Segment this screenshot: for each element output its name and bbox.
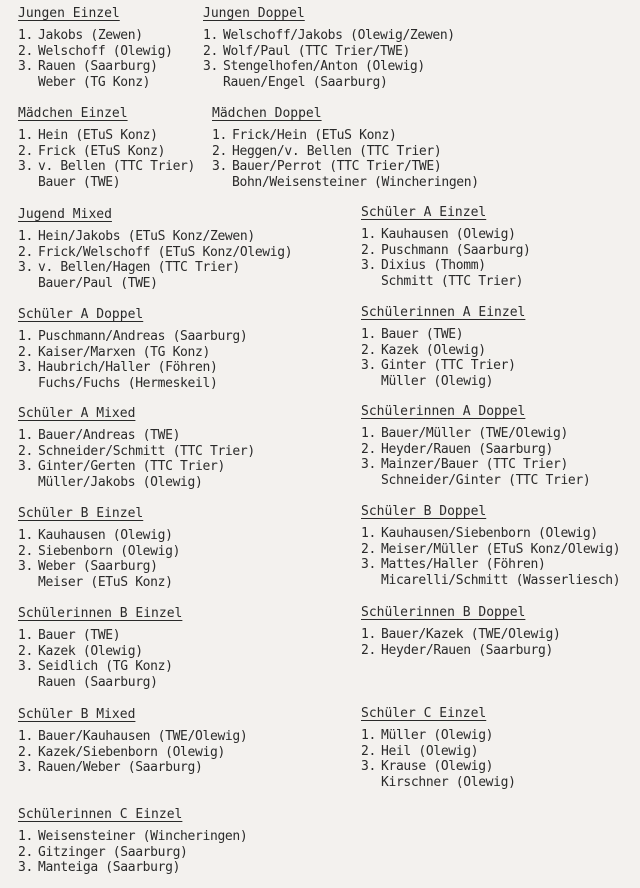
result-entry: [18, 159, 195, 175]
entry-name: Kauhausen (Olewig): [381, 227, 516, 242]
entry-name: Bohn/Weisensteiner (Wincheringen): [232, 174, 479, 190]
result-entry: [18, 659, 182, 675]
result-entry: [18, 44, 173, 60]
section-schuelerinnen-b-doppel: [361, 605, 560, 658]
result-entry: [18, 144, 195, 160]
result-entry: [212, 175, 479, 191]
entry-name: Dixius (Thomm): [381, 258, 486, 274]
entry-name: Manteiga (Saarburg): [38, 860, 181, 876]
entry-name: Bauer/Perrot (TTC Trier/TWE): [232, 159, 442, 175]
section-schueler-b-doppel: [361, 504, 620, 588]
result-entry: [212, 159, 479, 175]
rank-number: 2.: [18, 844, 33, 860]
section-schueler-a-mixed: [18, 406, 255, 490]
result-entry: [18, 360, 247, 376]
entry-name: Heggen/v. Bellen (TTC Trier): [232, 143, 442, 159]
result-entry: [361, 728, 516, 744]
result-entry: [18, 276, 292, 292]
section-heading: Schülerinnen B Doppel: [361, 605, 526, 620]
section-schuelerinnen-b-einzel: [18, 606, 182, 690]
entry-name: Müller/Jakobs (Olewig): [38, 474, 203, 490]
section-schueler-b-einzel: [18, 506, 180, 590]
rank-number: 3.: [212, 159, 227, 175]
result-entry: [361, 274, 531, 290]
rank-number: 3.: [361, 258, 376, 274]
result-entry: [18, 745, 247, 761]
rank-number: 3.: [18, 459, 33, 475]
result-entry: [203, 75, 455, 91]
entry-name: Meiser/Müller (ETuS Konz/Olewig): [381, 541, 621, 557]
rank-number: 2.: [361, 342, 376, 358]
rank-number: 3.: [18, 260, 33, 276]
rank-number: 1.: [361, 327, 376, 342]
section-heading: Schüler B Einzel: [18, 506, 144, 521]
rank-number: 1.: [361, 426, 376, 441]
entry-name: Kazek (Olewig): [38, 643, 143, 659]
entry-name: Fuchs/Fuchs (Hermeskeil): [38, 375, 218, 391]
entry-name: Kirschner (Olewig): [381, 774, 516, 790]
result-entry: [361, 227, 531, 243]
rank-number: 3.: [18, 159, 33, 175]
result-entry: [361, 557, 620, 573]
result-entry: [18, 559, 180, 575]
result-entry: [361, 643, 560, 659]
result-entry: [18, 644, 182, 660]
rank-number: 3.: [18, 760, 33, 776]
result-entry: [18, 175, 195, 191]
rank-number: 1.: [18, 28, 33, 43]
entry-name: Weber (Saarburg): [38, 559, 158, 575]
result-entry: [18, 729, 247, 745]
result-entry: [361, 542, 620, 558]
entry-name: Gitzinger (Saarburg): [38, 844, 188, 860]
rank-number: 1.: [18, 628, 33, 643]
rank-number: 2.: [18, 443, 33, 459]
entry-name: Puschmann/Andreas (Saarburg): [38, 329, 248, 344]
result-entry: [18, 475, 255, 491]
result-entry: [18, 459, 255, 475]
section-heading: Schüler A Mixed: [18, 406, 136, 421]
result-entry: [361, 327, 525, 343]
section-schuelerinnen-a-doppel: [361, 404, 590, 488]
rank-number: 3.: [18, 659, 33, 675]
section-heading: Mädchen Einzel: [18, 106, 128, 121]
result-entry: [361, 627, 560, 643]
entry-name: Seidlich (TG Konz): [38, 659, 173, 675]
result-entry: [361, 343, 525, 359]
result-entry: [203, 28, 455, 44]
rank-number: 2.: [18, 143, 33, 159]
entry-name: Rauen (Saarburg): [38, 59, 158, 75]
result-entry: [18, 628, 182, 644]
result-entry: [18, 829, 247, 845]
entry-name: Schmitt (TTC Trier): [381, 273, 524, 289]
entry-name: Welschoff/Jakobs (Olewig/Zewen): [223, 28, 455, 43]
entry-name: Bauer/Andreas (TWE): [38, 428, 181, 443]
rank-number: 3.: [18, 360, 33, 376]
rank-number: 1.: [361, 627, 376, 642]
entry-name: Welschoff (Olewig): [38, 43, 173, 59]
entry-name: v. Bellen (TTC Trier): [38, 159, 196, 175]
entry-name: Ginter/Gerten (TTC Trier): [38, 459, 225, 475]
rank-number: 1.: [18, 128, 33, 143]
entry-name: Krause (Olewig): [381, 759, 494, 775]
entry-name: Meiser (ETuS Konz): [38, 574, 173, 590]
entry-name: Heil (Olewig): [381, 743, 479, 759]
entry-name: Bauer/Kazek (TWE/Olewig): [381, 627, 561, 642]
section-maedchen-doppel: [212, 106, 479, 190]
entry-name: Frick (ETuS Konz): [38, 143, 166, 159]
result-entry: [361, 374, 525, 390]
entry-name: Heyder/Rauen (Saarburg): [381, 441, 553, 457]
result-entry: [18, 329, 247, 345]
section-heading: Schülerinnen B Einzel: [18, 606, 183, 621]
result-entry: [18, 75, 173, 91]
entry-name: Müller (Olewig): [381, 373, 494, 389]
rank-number: 1.: [18, 729, 33, 744]
result-entry: [361, 243, 531, 259]
result-entry: [18, 229, 292, 245]
rank-number: 2.: [18, 543, 33, 559]
entry-name: Mainzer/Bauer (TTC Trier): [381, 457, 568, 473]
entry-name: Weisensteiner (Wincheringen): [38, 829, 248, 844]
result-entry: [361, 426, 590, 442]
entry-name: Kaiser/Marxen (TG Konz): [38, 344, 210, 360]
entry-name: Kazek (Olewig): [381, 342, 486, 358]
entry-name: Kauhausen (Olewig): [38, 528, 173, 543]
rank-number: 3.: [361, 759, 376, 775]
entry-name: Bauer (TWE): [38, 174, 121, 190]
result-entry: [361, 473, 590, 489]
rank-number: 1.: [18, 229, 33, 244]
entry-name: Hein/Jakobs (ETuS Konz/Zewen): [38, 229, 255, 244]
rank-number: 2.: [361, 642, 376, 658]
result-entry: [361, 457, 590, 473]
result-entry: [212, 144, 479, 160]
rank-number: 3.: [361, 457, 376, 473]
result-entry: [212, 128, 479, 144]
result-entry: [18, 444, 255, 460]
result-entry: [18, 675, 182, 691]
section-schuelerinnen-a-einzel: [361, 305, 525, 389]
section-heading: Mädchen Doppel: [212, 106, 322, 121]
entry-name: Schneider/Ginter (TTC Trier): [381, 472, 591, 488]
section-heading: Jungen Einzel: [18, 6, 120, 21]
result-entry: [18, 760, 247, 776]
result-entry: [361, 759, 516, 775]
rank-number: 2.: [18, 344, 33, 360]
rank-number: 2.: [361, 441, 376, 457]
rank-number: 1.: [203, 28, 218, 43]
result-entry: [18, 128, 195, 144]
entry-name: Rauen (Saarburg): [38, 674, 158, 690]
result-entry: [18, 575, 180, 591]
entry-name: Wolf/Paul (TTC Trier/TWE): [223, 43, 410, 59]
entry-name: Kauhausen/Siebenborn (Olewig): [381, 526, 598, 541]
rank-number: 2.: [361, 541, 376, 557]
section-heading: Jugend Mixed: [18, 207, 112, 222]
section-heading: Schüler B Mixed: [18, 707, 136, 722]
result-entry: [361, 573, 620, 589]
rank-number: 2.: [203, 43, 218, 59]
rank-number: 2.: [212, 143, 227, 159]
entry-name: Stengelhofen/Anton (Olewig): [223, 59, 425, 75]
rank-number: 2.: [18, 244, 33, 260]
section-heading: Schülerinnen A Doppel: [361, 404, 526, 419]
result-entry: [18, 860, 247, 876]
section-jungen-einzel: [18, 6, 173, 90]
result-entry: [18, 428, 255, 444]
entry-name: Weber (TG Konz): [38, 74, 151, 90]
rank-number: 1.: [18, 829, 33, 844]
result-entry: [18, 260, 292, 276]
result-entry: [361, 775, 516, 791]
rank-number: 1.: [18, 329, 33, 344]
entry-name: Rauen/Engel (Saarburg): [223, 74, 388, 90]
entry-name: Müller (Olewig): [381, 728, 494, 743]
result-entry: [18, 845, 247, 861]
rank-number: 2.: [361, 242, 376, 258]
rank-number: 1.: [361, 227, 376, 242]
entry-name: Frick/Hein (ETuS Konz): [232, 128, 397, 143]
result-entry: [18, 28, 173, 44]
rank-number: 3.: [18, 559, 33, 575]
rank-number: 3.: [18, 860, 33, 876]
entry-name: Bauer (TWE): [38, 628, 121, 643]
rank-number: 1.: [212, 128, 227, 143]
section-heading: Jungen Doppel: [203, 6, 305, 21]
entry-name: Heyder/Rauen (Saarburg): [381, 642, 553, 658]
rank-number: 2.: [18, 643, 33, 659]
section-schueler-c-einzel: [361, 706, 516, 790]
result-entry: [361, 526, 620, 542]
entry-name: Rauen/Weber (Saarburg): [38, 760, 203, 776]
rank-number: 3.: [361, 557, 376, 573]
section-heading: Schüler C Einzel: [361, 706, 487, 721]
result-entry: [18, 544, 180, 560]
result-entry: [361, 744, 516, 760]
rank-number: 1.: [361, 526, 376, 541]
entry-name: Bauer (TWE): [381, 327, 464, 342]
entry-name: Haubrich/Haller (Föhren): [38, 360, 218, 376]
entry-name: v. Bellen/Hagen (TTC Trier): [38, 260, 240, 276]
entry-name: Jakobs (Zewen): [38, 28, 143, 43]
section-heading: Schüler A Doppel: [18, 307, 144, 322]
section-jungen-doppel: [203, 6, 455, 90]
section-heading: Schüler B Doppel: [361, 504, 487, 519]
entry-name: Bauer/Paul (TWE): [38, 275, 158, 291]
result-entry: [18, 345, 247, 361]
rank-number: 2.: [18, 43, 33, 59]
section-maedchen-einzel: [18, 106, 195, 190]
result-entry: [18, 376, 247, 392]
result-entry: [203, 44, 455, 60]
section-heading: Schülerinnen C Einzel: [18, 807, 183, 822]
rank-number: 1.: [361, 728, 376, 743]
entry-name: Frick/Welschoff (ETuS Konz/Olewig): [38, 244, 293, 260]
entry-name: Hein (ETuS Konz): [38, 128, 158, 143]
rank-number: 3.: [203, 59, 218, 75]
result-entry: [18, 59, 173, 75]
result-entry: [361, 258, 531, 274]
section-heading: Schüler A Einzel: [361, 205, 487, 220]
section-schueler-a-doppel: [18, 307, 247, 391]
result-entry: [203, 59, 455, 75]
result-entry: [361, 442, 590, 458]
entry-name: Kazek/Siebenborn (Olewig): [38, 744, 225, 760]
rank-number: 1.: [18, 528, 33, 543]
section-schuelerinnen-c-einzel: [18, 807, 247, 876]
rank-number: 3.: [18, 59, 33, 75]
rank-number: 2.: [18, 744, 33, 760]
result-entry: [18, 245, 292, 261]
result-entry: [18, 528, 180, 544]
rank-number: 1.: [18, 428, 33, 443]
entry-name: Mattes/Haller (Föhren): [381, 557, 546, 573]
entry-name: Bauer/Kauhausen (TWE/Olewig): [38, 729, 248, 744]
section-schueler-a-einzel: [361, 205, 531, 289]
result-entry: [361, 358, 525, 374]
entry-name: Ginter (TTC Trier): [381, 358, 516, 374]
entry-name: Schneider/Schmitt (TTC Trier): [38, 443, 255, 459]
entry-name: Siebenborn (Olewig): [38, 543, 181, 559]
rank-number: 2.: [361, 743, 376, 759]
rank-number: 3.: [361, 358, 376, 374]
section-schueler-b-mixed: [18, 707, 247, 776]
section-heading: Schülerinnen A Einzel: [361, 305, 526, 320]
entry-name: Puschmann (Saarburg): [381, 242, 531, 258]
section-jugend-mixed: [18, 207, 292, 291]
entry-name: Micarelli/Schmitt (Wasserliesch): [381, 572, 621, 588]
entry-name: Bauer/Müller (TWE/Olewig): [381, 426, 568, 441]
